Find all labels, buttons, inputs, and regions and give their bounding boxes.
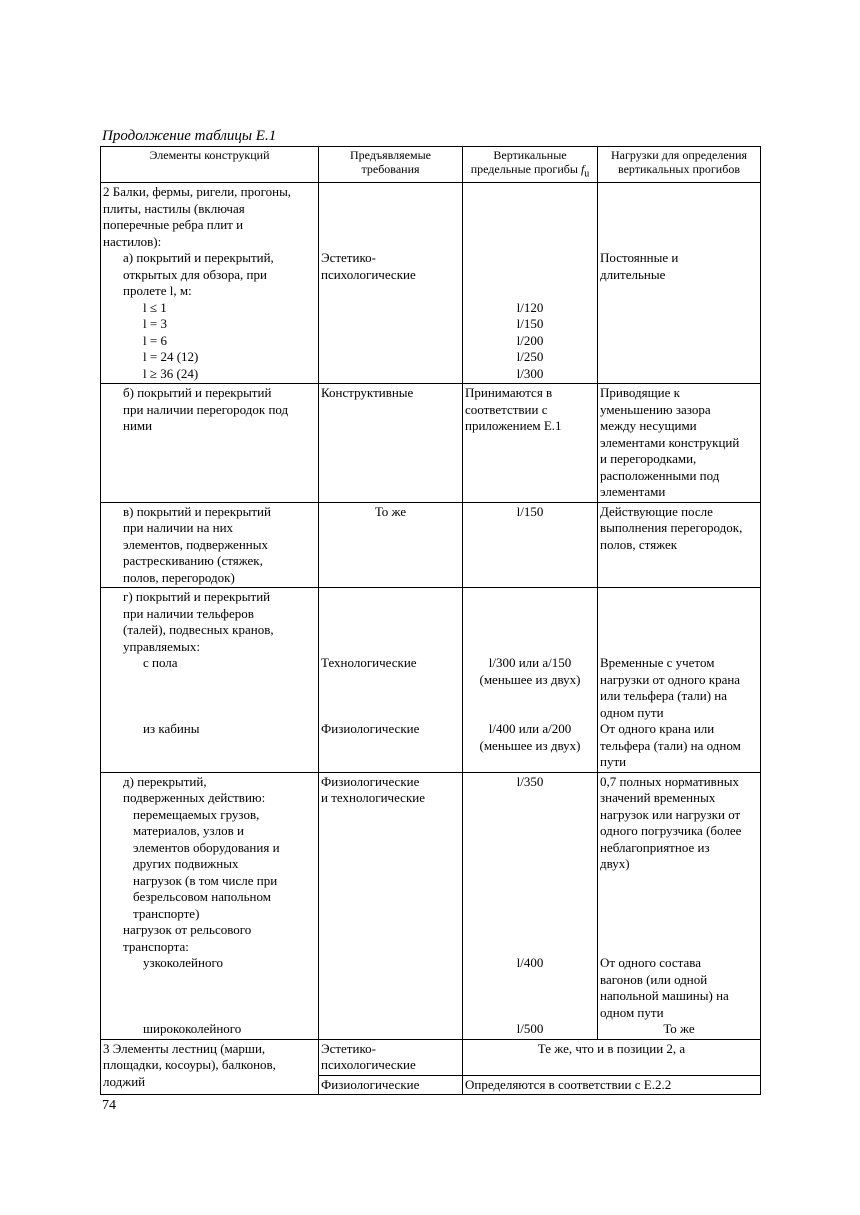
- row2v-requirements: То же: [319, 502, 463, 588]
- row2d-loads: 0,7 полных нормативных значений временных нагрузок или нагрузки от одного погрузчика (более неблагоприятное из двух) От одного состава вагонов (или одной напольной машины) на одном пути То же: [598, 772, 761, 1039]
- row2d-elements: д) перекрытий, подверженных действию: перемещаемых грузов, материалов, узлов и элементов оборудования и других подвижных нагрузок (в том числе при безрельсовом напольном транспорте) нагрузок от рельсового транспорта: узкоколейного ширококолейного: [101, 772, 319, 1039]
- table-row: [101, 588, 761, 773]
- row2a-elements: 2 Балки, фермы, ригели, прогоны, плиты, настилы (включая поперечные ребра плит и настилов): а) покрытий и перекрытий, открытых для обзора, при пролете l, м: l ≤ 1 l = 3 l = 6 l = 24 (12) l ≥ 36 (24): [101, 183, 319, 384]
- table-row: [101, 183, 761, 384]
- row2b-elements: б) покрытий и перекрытий при наличии перегородок под ними: [101, 384, 319, 503]
- header-loads: Нагрузки для определения вертикальных прогибов: [598, 147, 761, 183]
- header-elements: Элементы конструкций: [101, 147, 319, 183]
- header-deflections: Вертикальные предельные прогибы $f_u$: [463, 147, 598, 183]
- row2g-deflection: l/300 или a/150 (меньшее из двух) l/400 или a/200 (меньшее из двух): [463, 588, 598, 773]
- row2g-requirements: Технологические Физиологические: [319, 588, 463, 773]
- row3-merged-1: Те же, что и в позиции 2, а: [463, 1039, 761, 1075]
- header-requirements: Предъявляемые требования: [319, 147, 463, 183]
- row2a-requirements: Эстетико- психологические: [319, 183, 463, 384]
- table-header-row: [101, 147, 761, 183]
- table-row: [101, 772, 761, 1039]
- row3-merged-2: Определяются в соответствии с Е.2.2: [463, 1075, 761, 1095]
- row2a-loads: Постоянные и длительные: [598, 183, 761, 384]
- row2v-elements: в) покрытий и перекрытий при наличии на них элементов, подверженных растрескиванию (стяжек, полов, перегородок): [101, 502, 319, 588]
- page-number: 74: [102, 1098, 116, 1113]
- table-row: [101, 502, 761, 588]
- row3-elements: 3 Элементы лестниц (марши, площадки, косоуры), балконов, лоджий: [101, 1039, 319, 1095]
- row2v-deflection: l/150: [463, 502, 598, 588]
- row2d-deflection: l/350 l/400 l/500: [463, 772, 598, 1039]
- row2b-requirements: Конструктивные: [319, 384, 463, 503]
- row2v-loads: Действующие после выполнения перегородок, полов, стяжек: [598, 502, 761, 588]
- table-caption: Продолжение таблицы Е.1: [102, 128, 277, 144]
- deflection-table: [100, 146, 761, 1095]
- row2b-deflection: Принимаются в соответствии с приложением Е.1: [463, 384, 598, 503]
- row2g-elements: г) покрытий и перекрытий при наличии тельферов (талей), подвесных кранов, управляемых: с пола из кабины: [101, 588, 319, 773]
- row2g-loads: Временные с учетом нагрузки от одного крана или тельфера (тали) на одном пути От одного крана или тельфера (тали) на одном пути: [598, 588, 761, 773]
- row2a-deflections: l/120 l/150 l/200 l/250 l/300: [463, 183, 598, 384]
- row3-requirements-2: Физиологические: [319, 1075, 463, 1095]
- row3-requirements-1: Эстетико- психологические: [319, 1039, 463, 1075]
- table-row: [101, 384, 761, 503]
- table-row: [101, 1039, 761, 1075]
- row2d-requirements: Физиологические и технологические: [319, 772, 463, 1039]
- row2b-loads: Приводящие к уменьшению зазора между несущими элементами конструкций и перегородками, расположенными под элементами: [598, 384, 761, 503]
